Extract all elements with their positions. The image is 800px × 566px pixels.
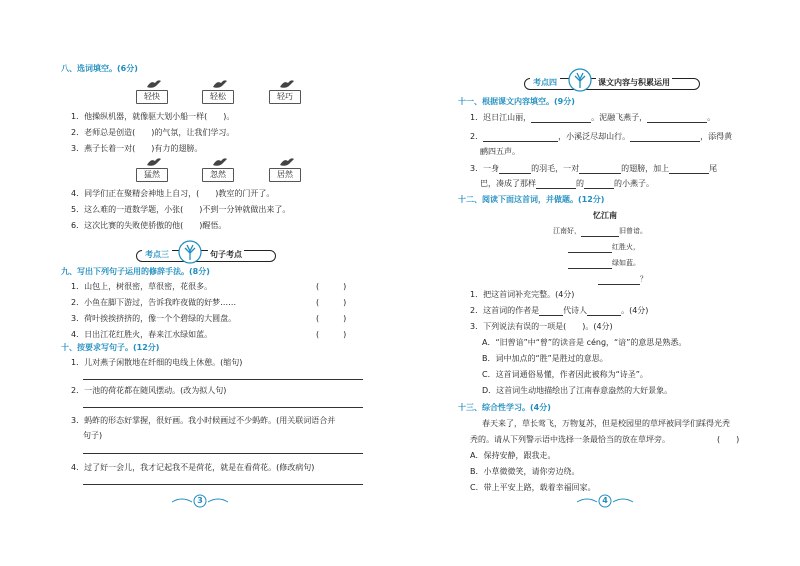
s8-item-3: 3．燕子长着一对( )有力的翅膀。 — [71, 144, 203, 153]
answer-paren[interactable]: ( ) — [316, 298, 347, 307]
s9-item-2: 2．小鱼在脚下游过，告诉我昨夜做的好梦…… — [71, 298, 237, 307]
fill-blank[interactable] — [531, 113, 591, 123]
fill-blank[interactable] — [568, 259, 612, 269]
fill-blank[interactable] — [647, 113, 707, 123]
s13-option-b[interactable]: B．小草微微笑，请你旁边绕。 — [470, 467, 580, 476]
word-card — [265, 78, 305, 104]
word-card — [132, 78, 172, 104]
word-card — [198, 156, 238, 182]
answer-line[interactable] — [83, 379, 363, 380]
answer-paren[interactable]: ( ) — [316, 282, 347, 291]
s13-option-c[interactable]: C．带上平安上路，载着幸福回家。 — [470, 483, 596, 492]
s10-q2: 2．一池的荷花都在随风摆动。(改为拟人句) — [71, 386, 227, 395]
word-option: 忽然 — [202, 168, 234, 182]
fill-blank[interactable] — [669, 164, 709, 174]
fill-blank[interactable] — [536, 179, 576, 189]
answer-paren[interactable]: ( ) — [316, 314, 347, 323]
tree-icon — [178, 240, 202, 264]
word-option: 轻快 — [136, 90, 168, 104]
section-13-title: 十三、综合性学习。(4分) — [458, 403, 551, 412]
word-option: 轻松 — [202, 90, 234, 104]
s11-line-2: 2． ，小溪泛尽却山行。 ，添得黄 — [470, 132, 733, 141]
answer-paren[interactable]: ( ) — [316, 330, 347, 339]
s12-q2: 2．这首词的作者是 代诗人 。(4分) — [470, 306, 649, 315]
kaodian-4-header — [524, 72, 700, 90]
s9-item-3: 3．荷叶挨挨挤挤的，像一个个碧绿的大圆盘。 — [71, 314, 237, 323]
fill-blank[interactable] — [584, 179, 614, 189]
poem-line-1: 江南好， 旧曾谙。 — [553, 227, 647, 235]
page-number: 3 — [197, 496, 203, 505]
s13-para-1: 春天来了，草长莺飞，万物复苏，但是校园里的草坪被同学们踩得光秃 — [482, 419, 730, 428]
word-card — [265, 156, 305, 182]
kaodian-tag: 考点四 — [530, 77, 560, 89]
s11-line-3: 3．一身 的羽毛，一对 的翅膀，加上 尾 — [470, 164, 718, 173]
s9-item-4: 4．日出江花红胜火，春来江水绿如蓝。 — [71, 330, 213, 339]
fill-blank[interactable] — [598, 275, 640, 285]
poem-line-4: ？ — [598, 274, 647, 285]
s11-line-2b: 鹂四五声。 — [480, 147, 520, 156]
tree-icon — [568, 68, 592, 92]
s8-item-1: 1．他操纵机器，就像驱大划小船一样( )。 — [71, 112, 235, 121]
fill-blank[interactable] — [499, 164, 531, 174]
poem-title: 忆江南 — [593, 211, 617, 220]
fill-blank[interactable] — [579, 164, 621, 174]
poem-line-3: 绿如蓝。 — [568, 258, 640, 269]
kaodian-tag: 考点三 — [142, 249, 172, 261]
s13-option-a[interactable]: A．保持安静，跟我走。 — [470, 451, 556, 460]
page-number: 4 — [602, 496, 608, 505]
s12-option-a[interactable]: A．“旧曾谙”中“曾”的读音是 cénɡ，“谙”的意思是熟悉。 — [482, 338, 687, 347]
section-11-title: 十一、根据课文内容填空。(9分) — [458, 97, 575, 106]
word-card — [198, 78, 238, 104]
s10-q1: 1．儿对燕子闲散地在纤细的电线上休憩。(缩句) — [71, 358, 243, 367]
word-option: 轻巧 — [269, 90, 301, 104]
s11-line-3b: 巴，凑成了那样 的 的小燕子。 — [480, 179, 654, 188]
s12-q3: 3．下列说法有误的一项是( )。(4分) — [470, 322, 613, 331]
section-9-title: 九、写出下列句子运用的修辞手法。(8分) — [61, 267, 210, 276]
answer-line[interactable] — [83, 453, 363, 454]
answer-line[interactable] — [83, 407, 363, 408]
section-8-title: 八、选词填空。(6分) — [61, 64, 138, 73]
s9-item-1: 1．山包上，树很密，草很密，花很多。 — [71, 282, 213, 291]
fill-blank[interactable] — [587, 306, 621, 316]
s10-q3b: 句子) — [83, 431, 103, 440]
word-option: 居然 — [269, 168, 301, 182]
fill-blank[interactable] — [581, 227, 619, 237]
poem-line-2: 红胜火， — [568, 242, 640, 253]
s8-item-4: 4．同学们正在聚精会神地上自习，( )教室的门开了。 — [71, 189, 275, 198]
fill-blank[interactable] — [483, 132, 558, 142]
word-card — [132, 156, 172, 182]
kaodian-title: 句子考点 — [210, 250, 242, 259]
section-10-title: 十、按要求写句子。(12分) — [61, 343, 160, 352]
s8-item-6: 6．这次比赛的失败使骄傲的他( )醒悟。 — [71, 221, 227, 230]
s12-option-d[interactable]: D．这首词生动地描绘出了江南春意盎然的大好景象。 — [482, 386, 673, 395]
answer-paren[interactable]: ( ) — [717, 435, 740, 444]
s8-item-2: 2．老师总是创造( )的气氛，让我们学习。 — [71, 128, 235, 137]
s11-line-1: 1．迟日江山丽， 。泥融飞燕子， 。 — [470, 113, 716, 122]
s10-q4: 4．过了好一会儿，我才记起我不是荷花，就是在看荷花。(修改病句) — [71, 463, 315, 472]
kaodian-title: 课文内容与积累运用 — [598, 78, 670, 87]
kaodian-3-header — [136, 244, 276, 262]
s13-para-2: 秃的。请从下列警示语中选择一条最恰当的放在草坪旁。 — [470, 435, 670, 444]
section-12-title: 十二、阅读下面这首词，并做题。(12分) — [458, 195, 605, 204]
word-option: 猛然 — [136, 168, 168, 182]
fill-blank[interactable] — [568, 243, 612, 253]
s12-q1: 1．把这首词补充完整。(4分) — [470, 290, 575, 299]
s12-option-c[interactable]: C．这首词通俗易懂，作者因此被称为“诗圣”。 — [482, 370, 648, 379]
fill-blank[interactable] — [539, 306, 563, 316]
s12-option-b[interactable]: B．词中加点的“胜”是胜过的意思。 — [482, 354, 608, 363]
s10-q3a: 3．蚂蚱的形态好掌握，很好画。我小时候画过不少蚂蚱。(用关联词语合并 — [71, 416, 336, 425]
right-page — [400, 0, 800, 566]
s8-item-5: 5．这么难的一道数学题，小张( )不到一分钟就做出来了。 — [71, 205, 291, 214]
fill-blank[interactable] — [630, 132, 700, 142]
answer-line[interactable] — [83, 484, 363, 485]
